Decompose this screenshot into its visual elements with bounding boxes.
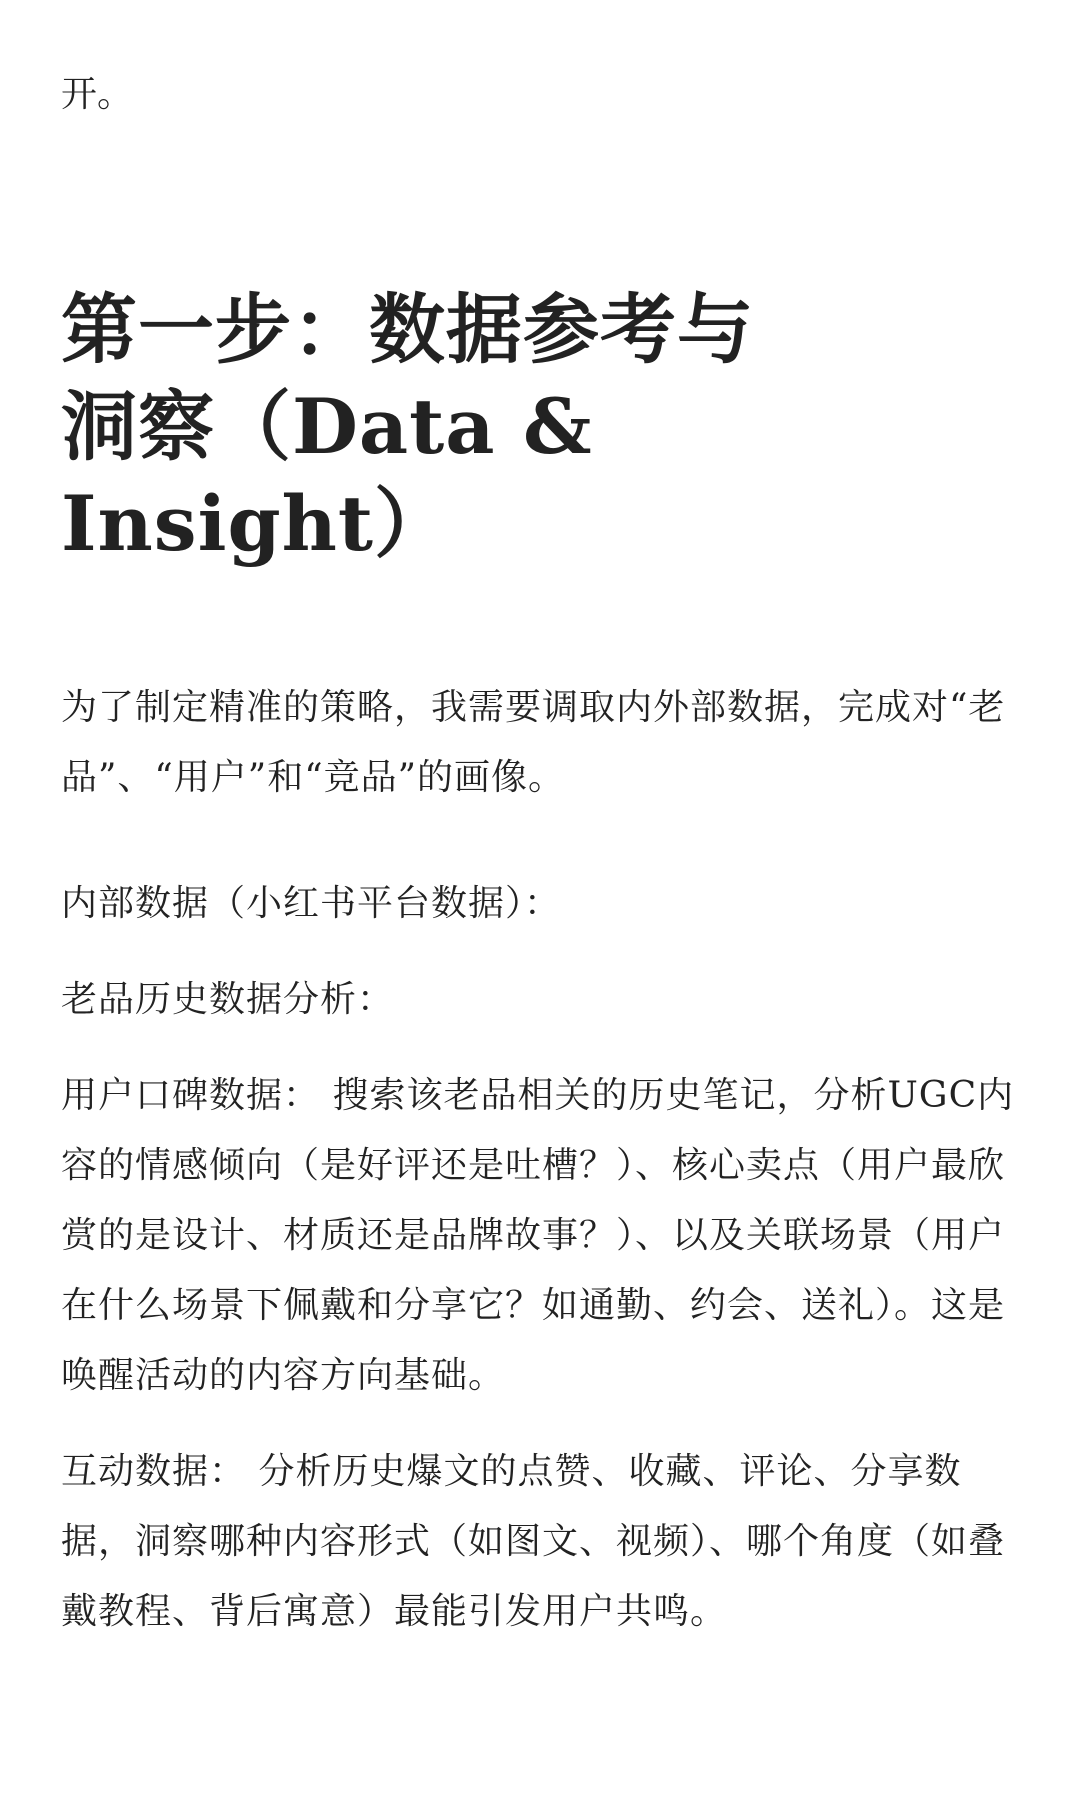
ugc-label: 用户口碑数据： [61, 1075, 321, 1116]
interaction-paragraph [61, 1437, 1031, 1647]
interaction-label: 互动数据： [61, 1451, 247, 1492]
old-product-analysis-title: 老品历史数据分析： [61, 979, 395, 1020]
section-heading: 第一步：数据参考与洞察（Data & Insight） [61, 285, 754, 568]
intro-paragraph: 为了制定精准的策略，我需要调取内外部数据，完成对“老品”、“用户”和“竞品”的画像。 [61, 687, 1006, 798]
ugc-paragraph [61, 1061, 1031, 1411]
continuation-text: 开。 [61, 74, 134, 115]
interaction-body: 分析历史爆文的点赞、收藏、评论、分享数据，洞察哪种内容形式（如图文、视频）、哪个角度（如叠戴教程、背后寓意）最能引发用户共鸣。 [61, 1451, 1006, 1632]
internal-data-title: 内部数据（小红书平台数据）： [61, 883, 562, 924]
ugc-body: 搜索该老品相关的历史笔记，分析UGC内容的情感倾向（是好评还是吐槽？）、核心卖点（用户最欣赏的是设计、材质还是品牌故事？）、以及关联场景（用户在什么场景下佩戴和分享它？如通勤、约会、送礼）。这是唤醒活动的内容方向基础。 [61, 1075, 1015, 1396]
article-body [61, 60, 1031, 1647]
